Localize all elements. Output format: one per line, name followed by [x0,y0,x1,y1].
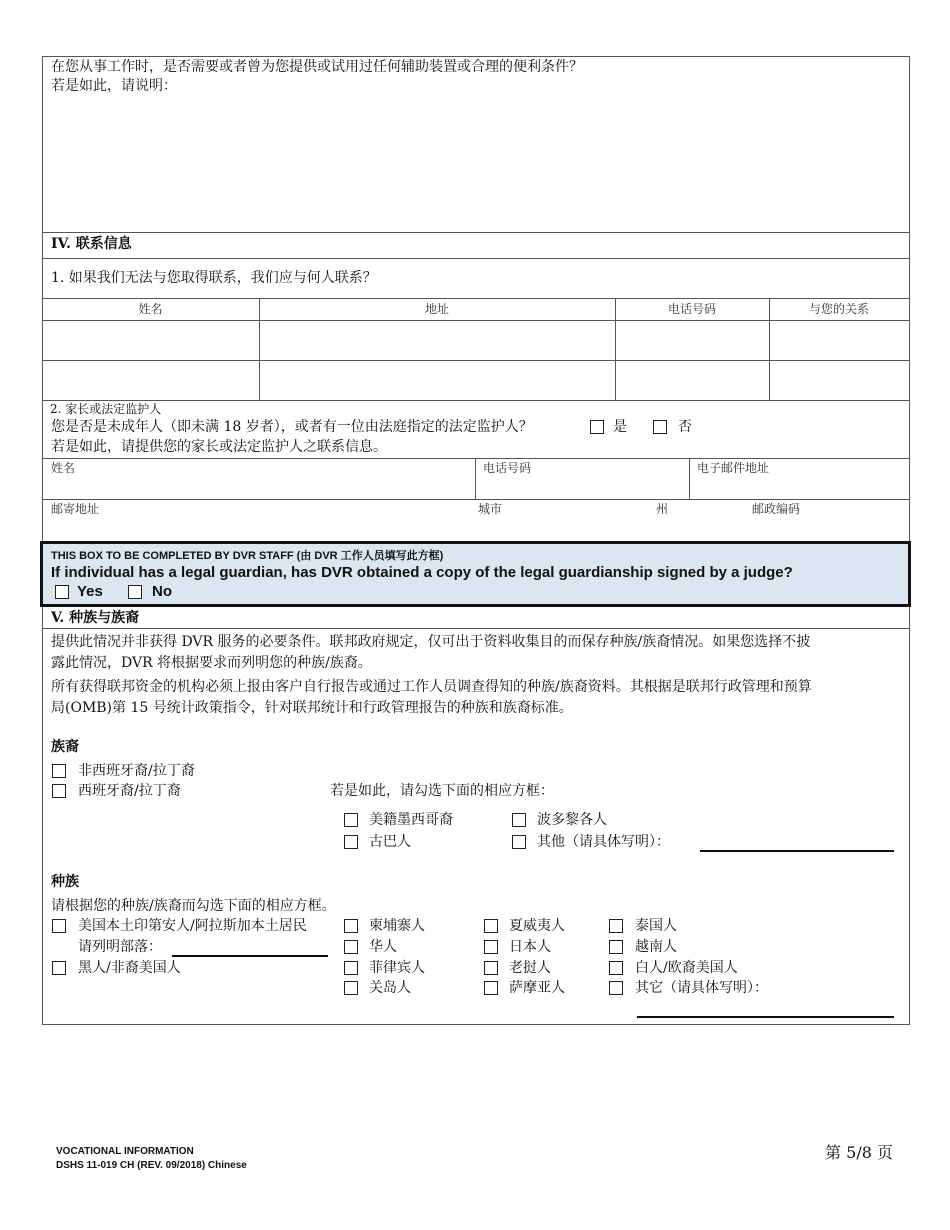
if-so-instruction: 若是如此，请勾选下面的相应方框： [330,783,554,799]
japanese-checkbox[interactable] [484,940,498,954]
staff-box-heading: THIS BOX TO BE COMPLETED BY DVR STAFF (由 DVR 工作人员填写此方框) [51,550,444,562]
cuban-label: 古巴人 [369,834,411,850]
black-checkbox[interactable] [52,961,66,975]
minor-yes-checkbox[interactable] [590,420,604,434]
non-hispanic-checkbox[interactable] [52,764,66,778]
other-race-label: 其它（请具体写明）： [635,980,768,996]
other-ethnicity-label: 其他（请具体写明）： [537,834,670,850]
tribe-input[interactable] [172,955,328,957]
col-header-address: 地址 [424,302,449,316]
hispanic-label: 西班牙裔/拉丁裔 [78,783,181,799]
page-number: 第 5/8 页 [825,1143,893,1162]
guardian-city-field[interactable]: 城市 [478,502,503,516]
hawaiian-checkbox[interactable] [484,919,498,933]
staff-yes-checkbox[interactable] [55,585,69,599]
guardian-email-field[interactable]: 电子邮件地址 [697,461,770,475]
filipino-checkbox[interactable] [344,961,358,975]
thai-label: 泰国人 [635,918,677,934]
cuban-checkbox[interactable] [344,835,358,849]
native-american-checkbox[interactable] [52,919,66,933]
guardian-state-field[interactable]: 州 [656,502,669,516]
col-header-phone: 电话号码 [667,302,716,316]
contact-row-2[interactable] [43,361,909,399]
puerto-rican-label: 波多黎各人 [537,812,607,828]
guardian-label: 2. 家长或法定监护人 [50,402,162,416]
para1-line1: 提供此情况并非获得 DVR 服务的必要条件。联邦政府规定，仅可出于资料收集目的而保存种族/族裔情况。如果您选择不披 [51,634,811,650]
minor-no-label: 否 [678,419,692,435]
guardian-name-field[interactable]: 姓名 [51,461,76,475]
guardian-note: 若是如此，请提供您的家长或法定监护人之联系信息。 [51,439,387,455]
minor-no-checkbox[interactable] [653,420,667,434]
col-header-relationship: 与您的关系 [808,302,869,316]
non-hispanic-label: 非西班牙裔/拉丁裔 [78,763,195,779]
native-american-label: 美国本土印第安人/阿拉斯加本土居民 [78,918,307,934]
accommodation-question: 在您从事工作时，是否需要或者曾为您提供或试用过任何辅助装置或合理的便利条件？ [51,59,583,75]
accommodation-explain-field[interactable] [52,100,902,228]
staff-yes-label: Yes [77,583,103,600]
vietnamese-checkbox[interactable] [609,940,623,954]
chinese-label: 华人 [369,939,397,955]
puerto-rican-checkbox[interactable] [512,813,526,827]
other-race-input[interactable] [637,1016,894,1018]
ethnicity-title: 族裔 [51,739,79,755]
race-title: 种族 [51,874,79,890]
col-header-name: 姓名 [138,302,163,316]
black-label: 黑人/非裔美国人 [78,960,181,976]
contact-row-1[interactable] [43,321,909,359]
white-label: 白人/欧裔美国人 [635,960,738,976]
thai-checkbox[interactable] [609,919,623,933]
staff-box-question: If individual has a legal guardian, has DVR obtained a copy of the legal guardianship signed by a judge? [51,564,793,581]
hispanic-checkbox[interactable] [52,784,66,798]
contact-question: 1. 如果我们无法与您取得联系，我们应与何人联系？ [51,270,377,286]
guamanian-checkbox[interactable] [344,981,358,995]
mexican-checkbox[interactable] [344,813,358,827]
mexican-label: 美籍墨西哥裔 [369,812,453,828]
staff-no-label: No [152,583,172,600]
filipino-label: 菲律宾人 [369,960,425,976]
accommodation-explain-label: 若是如此，请说明： [51,78,177,94]
staff-no-checkbox[interactable] [128,585,142,599]
guamanian-label: 关岛人 [369,980,411,996]
guardian-mail-field[interactable]: 邮寄地址 [51,502,100,516]
chinese-checkbox[interactable] [344,940,358,954]
footer-form-title: VOCATIONAL INFORMATION [56,1146,194,1157]
other-race-checkbox[interactable] [609,981,623,995]
guardian-phone-field[interactable]: 电话号码 [483,461,532,475]
laotian-label: 老挝人 [509,960,551,976]
samoan-label: 萨摩亚人 [509,980,565,996]
vietnamese-label: 越南人 [635,939,677,955]
minor-yes-label: 是 [613,419,627,435]
laotian-checkbox[interactable] [484,961,498,975]
guardian-zip-field[interactable]: 邮政编码 [752,502,801,516]
para2-line1: 所有获得联邦资金的机构必须上报由客户自行报告或通过工作人员调查得知的种族/族裔资料。其根据是联邦行政管理和预算 [51,679,812,695]
white-checkbox[interactable] [609,961,623,975]
other-ethnicity-input[interactable] [700,850,894,852]
para1-line2: 露此情况，DVR 将根据要求而列明您的种族/族裔。 [51,655,372,671]
footer-form-number: DSHS 11-019 CH (REV. 09/2018) Chinese [56,1160,247,1171]
section-4-title: IV. 联系信息 [51,236,132,252]
cambodian-checkbox[interactable] [344,919,358,933]
other-ethnicity-checkbox[interactable] [512,835,526,849]
samoan-checkbox[interactable] [484,981,498,995]
japanese-label: 日本人 [509,939,551,955]
minor-question: 您是否是未成年人（即未满 18 岁者），或者有一位由法庭指定的法定监护人？ [51,419,533,435]
para2-line2: 局(OMB)第 15 号统计政策指令，针对联邦统计和行政管理报告的种族和族裔标准。 [51,700,573,716]
cambodian-label: 柬埔寨人 [369,918,425,934]
race-instruction: 请根据您的种族/族裔而勾选下面的相应方框。 [51,898,336,914]
hawaiian-label: 夏威夷人 [509,918,565,934]
tribe-label: 请列明部落： [78,939,162,955]
section-5-title: V. 种族与族裔 [51,610,140,626]
